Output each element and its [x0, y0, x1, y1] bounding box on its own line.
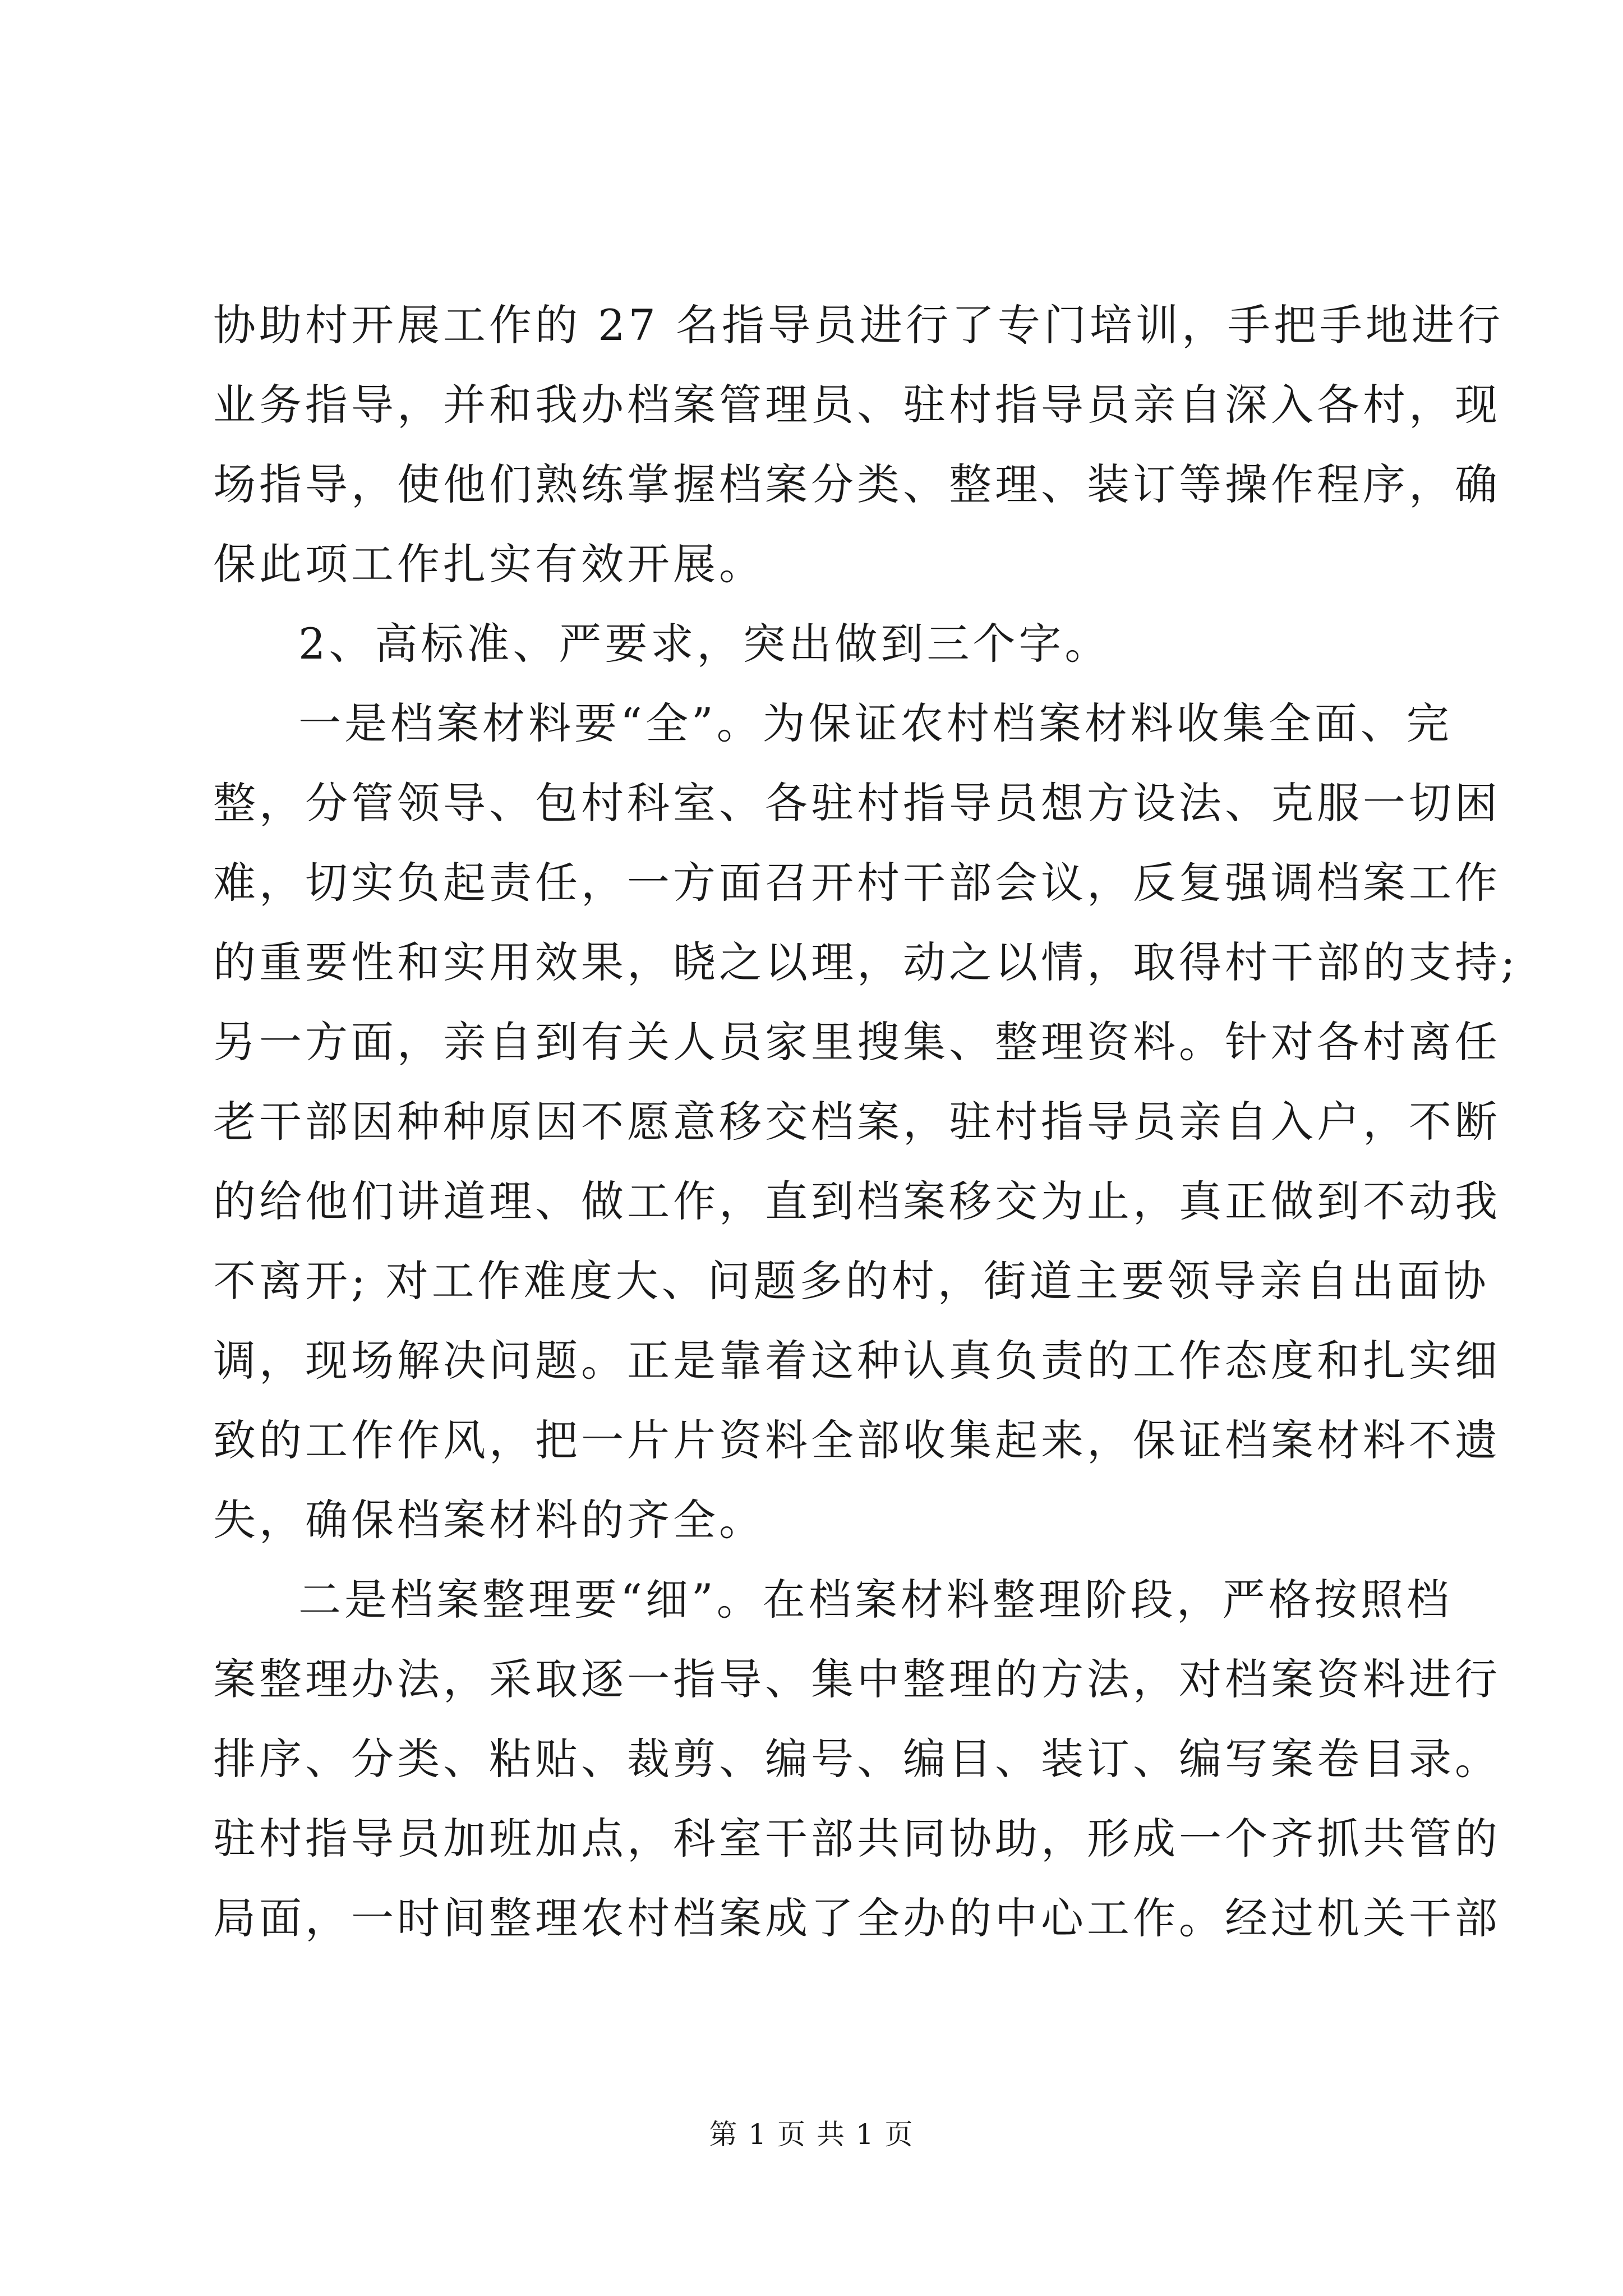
- text-line: 另一方面，亲自到有关人员家里搜集、整理资料。针对各村离任: [213, 1017, 1501, 1067]
- text-line: 整，分管领导、包村科室、各驻村指导员想方设法、克服一切困: [213, 778, 1501, 828]
- text-line: 保此项工作扎实有效开展。: [213, 539, 765, 589]
- text-line: 致的工作作风，把一片片资料全部收集起来，保证档案材料不遗: [213, 1415, 1501, 1465]
- section-heading: 2、高标准、严要求，突出做到三个字。: [298, 619, 1111, 669]
- text-line: 难，切实负起责任，一方面召开村干部会议，反复强调档案工作: [213, 858, 1501, 908]
- text-line: 案整理办法，采取逐一指导、集中整理的方法，对档案资料进行: [213, 1654, 1501, 1704]
- text-line: 调，现场解决问题。正是靠着这种认真负责的工作态度和扎实细: [213, 1336, 1501, 1386]
- text-line: 排序、分类、粘贴、裁剪、编号、编目、装订、编写案卷目录。: [213, 1734, 1501, 1784]
- paragraph-start-line: 一是档案材料要“全”。为保证农村档案材料收集全面、完: [298, 698, 1453, 748]
- page-number-footer: 第 1 页 共 1 页: [709, 2118, 914, 2151]
- text-line: 场指导，使他们熟练掌握档案分类、整理、装订等操作程序，确: [213, 459, 1501, 509]
- text-line: 业务指导，并和我办档案管理员、驻村指导员亲自深入各村，现: [213, 380, 1501, 430]
- text-line: 局面，一时间整理农村档案成了全办的中心工作。经过机关干部: [213, 1893, 1501, 1943]
- text-line: 的给他们讲道理、做工作，直到档案移交为止，真正做到不动我: [213, 1176, 1501, 1226]
- text-line: 的重要性和实用效果，晓之以理，动之以情，取得村干部的支持;: [213, 937, 1519, 987]
- paragraph-start-line: 二是档案整理要“细”。在档案材料整理阶段，严格按照档: [298, 1575, 1453, 1625]
- text-line: 不离开; 对工作难度大、问题多的村，街道主要领导亲自出面协: [213, 1256, 1490, 1306]
- text-line: 失，确保档案材料的齐全。: [213, 1495, 765, 1545]
- text-line: 协助村开展工作的 27 名指导员进行了专门培训，手把手地进行: [213, 300, 1504, 350]
- text-line: 老干部因种种原因不愿意移交档案，驻村指导员亲自入户，不断: [213, 1097, 1501, 1147]
- text-line: 驻村指导员加班加点，科室干部共同协助，形成一个齐抓共管的: [213, 1814, 1501, 1864]
